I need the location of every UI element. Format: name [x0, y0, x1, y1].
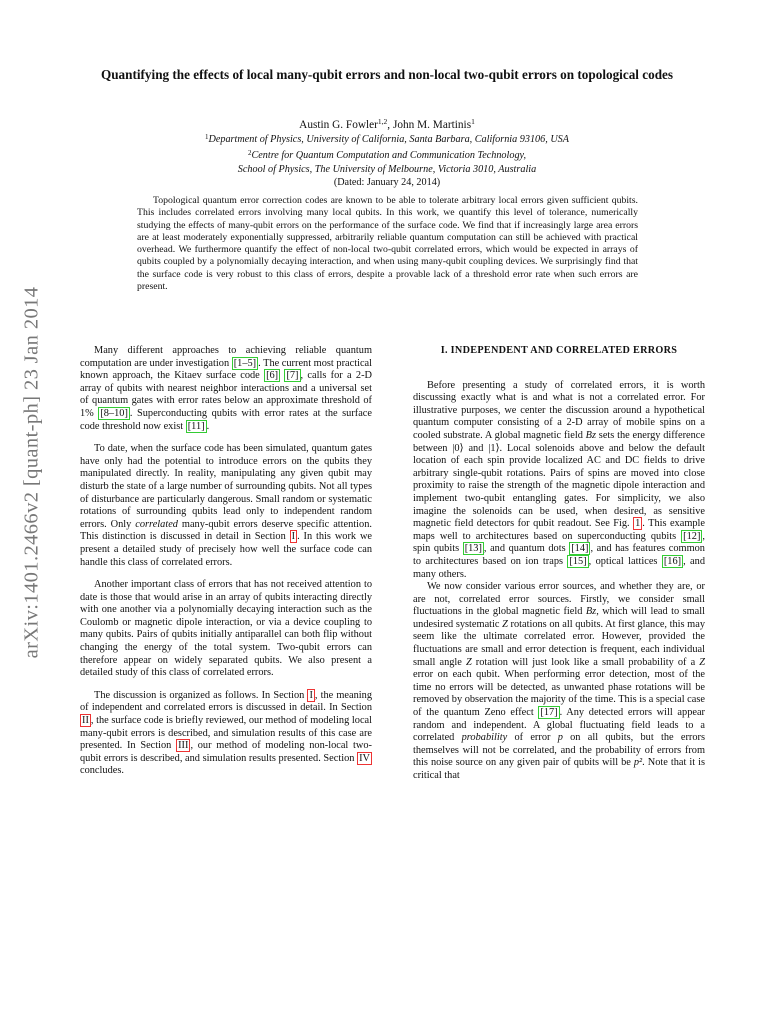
- text: sets the energy difference between |0⟩ and |1⟩. Local solenoids above and below the default location of each spin provide localized AC and DC fields to drive arbitrary single-qubit rotations. Pairs of spins are moved into close proximity to raise the strength of the magnetic dipole interaction and implement two-qubit entangling gates. For simplicity, we also imagine the solenoids can be used, when desired, as sensitive magnetic field detectors for qubit readout. See Fig.: [413, 429, 705, 530]
- text: , which will lead to small undesired systematic: [413, 606, 705, 630]
- text: of error: [507, 732, 558, 744]
- text: . This example maps well to architectures based on superconducting qubits: [413, 518, 705, 542]
- intro-paragraph-2: [80, 443, 372, 569]
- math: Bz: [585, 606, 597, 618]
- intro-paragraph-3: Another important class of errors that has not received attention to date is those that would arise in an array of qubits interacting directly with one another via a polynomially decaying interaction such as the Coulomb or magnetic dipole interaction, or via a device coupling to many qubits. Pairs of qubits initially antiparallel can both flip without changing the energy of the total system. Two-qubit errors can therefore appear on widely separated qubits. We also present a detailed study of this class of correlated errors.: [80, 579, 372, 679]
- section-link[interactable]: IV: [359, 752, 370, 764]
- citation-link[interactable]: [14]: [571, 543, 589, 555]
- affiliation-2-mark: 2: [247, 148, 252, 157]
- affiliation-2-line2: [70, 163, 704, 177]
- authors: [70, 115, 704, 132]
- section-link[interactable]: I: [309, 689, 313, 701]
- affiliation-2-text-2: School of Physics, The University of Melbourne, Victoria 3010, Australia: [237, 163, 537, 175]
- text: To date, when the surface code has been simulated, quantum gates have only had the potential to introduce errors on the qubits they manipulated directly. In reality, manipulating any given qubit may disturb the state of a large number of surrounding qubits. Not all types of disturbance are particularly dangerous. Small random or systematic rotations of surrounding qubits lead only to independent random errors. Only: [80, 443, 372, 530]
- citation-link[interactable]: [1–5]: [233, 357, 257, 369]
- intro-paragraph-4: [80, 690, 372, 778]
- emphasis: probability: [461, 732, 508, 744]
- text: , and has features common to architectures based on ion traps: [413, 543, 705, 567]
- citation-link[interactable]: [7]: [286, 370, 299, 382]
- citation-link[interactable]: [13]: [464, 543, 482, 555]
- right-column: [413, 345, 705, 793]
- author-2: John M. Martinis: [392, 119, 472, 131]
- affiliation-1-mark: 1: [204, 133, 209, 141]
- emphasis: correlated: [135, 518, 178, 530]
- text: , optical lattices: [588, 555, 662, 567]
- section1-paragraph-1: [413, 380, 705, 582]
- text: Many different approaches to achieving reliable quantum computation are under investigation: [80, 345, 372, 369]
- citation-link[interactable]: [16]: [663, 555, 682, 567]
- text: , our method of modeling non-local two-qubit errors is described, and simulation results presented. Section: [80, 740, 372, 764]
- citation-link[interactable]: [11]: [187, 420, 205, 432]
- affiliation-2-line1: [70, 147, 704, 163]
- text: rotation will just look like a small probability of a: [471, 656, 700, 668]
- affiliation-2-text-1: Centre for Quantum Computation and Communication Technology,: [251, 149, 527, 161]
- arxiv-stamp: [22, 272, 42, 672]
- citation-link[interactable]: [6]: [266, 370, 279, 382]
- text: . The current most practical known approach, the Kitaev surface code: [80, 357, 372, 382]
- text: , the meaning of independent and correlated errors is discussed in detail. In Section: [80, 689, 372, 714]
- text: , spin qubits: [413, 530, 705, 555]
- citation-link[interactable]: [15]: [569, 555, 587, 567]
- section1-paragraph-2: [413, 581, 705, 783]
- text: . Note that it is critical that: [413, 757, 705, 781]
- author-separator: ,: [387, 119, 393, 131]
- math: p²: [633, 757, 643, 769]
- math: Z: [465, 656, 472, 668]
- text: rotations on all qubits. At first glance, this may seem like the ultimate correlated error. However, provided the fluctuations are small and error detection is frequent, each individual small angle: [413, 618, 705, 668]
- text: , and quantum dots: [483, 543, 570, 555]
- text: Before presenting a study of correlated errors, it is worth discussing exactly what is and what is not a correlated error. For illustrative purposes, we center the discussion around a hypothetical quantum computer consisting of a 2-D array of mobile spins on a cooled substrate. A global magnetic field: [413, 379, 705, 441]
- text: . In this work we present a detailed study of precisely how well the surface code can handle this class of correlated errors.: [80, 531, 373, 568]
- affiliation-1: [70, 131, 704, 147]
- left-column: [80, 345, 372, 788]
- author-2-affil: 1: [471, 117, 475, 126]
- math: Z: [502, 618, 508, 630]
- math: Z: [699, 656, 706, 668]
- dated: (Dated: January 24, 2014): [333, 177, 441, 189]
- citation-link[interactable]: [17]: [540, 707, 558, 719]
- text: .: [206, 420, 210, 432]
- text: . Superconducting qubits with error rates at the surface code threshold now exist: [80, 407, 372, 432]
- intro-paragraph-1: [80, 345, 372, 433]
- section-heading: I. INDEPENDENT AND CORRELATED ERRORS: [440, 345, 678, 356]
- text: , calls for a 2-D array of qubits with nearest neighbor interactions and a universal set of quantum gates with error rates below an approximate threshold of 1%: [80, 370, 372, 419]
- text: many-qubit errors deserve specific attention. This distinction is discussed in detail in Section: [80, 518, 372, 543]
- paper-title: Quantifying the effects of local many-qubit errors and non-local two-qubit errors on topological codes: [100, 67, 674, 82]
- section-link[interactable]: II: [82, 715, 89, 727]
- author-1: Austin G. Fowler: [299, 119, 378, 131]
- math: Bz: [585, 429, 597, 441]
- abstract: Topological quantum error correction codes are known to be able to tolerate arbitrary local errors given sufficient qubits. This includes correlated errors involving many local qubits. In this work, we quantify this level of tolerance, numerically studying the effects of many-qubit errors on the performance of the surface code. We find that if increasingly large area errors are at least moderately exponentially suppressed, arbitrarily reliable quantum computation can still be achieved with practical overhead. We furthermore quantify the effect of non-local two-qubit correlated errors, which would be expected in arrays of qubits coupled by a polynomially decaying interaction, and when using many-qubit coupling devices. We surprisingly find that the surface code is very robust to this class of errors, despite a provable lack of a threshold error rate when such errors are present.: [137, 195, 638, 293]
- text: concludes.: [80, 765, 124, 777]
- citation-link[interactable]: [12]: [683, 530, 701, 542]
- text: We now consider various error sources, and whether they are, or are not, correlated error sources. Firstly, we consider small fluctuations in the global magnetic field: [413, 581, 705, 618]
- math: p: [557, 732, 563, 744]
- text: on all qubits, but the errors themselves will not be correlated, and the probability of errors from this noise source on any given pair of qubits will be: [413, 732, 705, 769]
- text: . Any detected errors will appear random and independent. A global fluctuating field leads to a correlated: [413, 707, 705, 744]
- citation-link[interactable]: [8–10]: [100, 407, 128, 419]
- arxiv-id: arXiv:1401.2466v2 [quant-ph] 23 Jan 2014: [20, 286, 43, 658]
- text: , the surface code is briefly reviewed, our method of modeling local many-qubit errors is described, and simulation results of this case are presented. In Section: [80, 715, 372, 752]
- affiliation-1-text: Department of Physics, University of California, Santa Barbara, California 93106, USA: [208, 134, 569, 145]
- section-link[interactable]: I: [291, 531, 296, 543]
- author-1-affil: 1,2: [377, 117, 388, 126]
- text: error on each qubit. When performing error detection, most of the time no errors will be detected, as unwanted phase rotations will be removed by observation the majority of the time. This is a special case of the quantum Zeno effect: [413, 669, 705, 719]
- text: The discussion is organized as follows. In Section: [94, 689, 308, 701]
- text: , and many others.: [413, 555, 705, 580]
- section-link[interactable]: III: [178, 740, 189, 752]
- affiliations: [70, 131, 704, 190]
- figure-link[interactable]: 1: [635, 518, 641, 530]
